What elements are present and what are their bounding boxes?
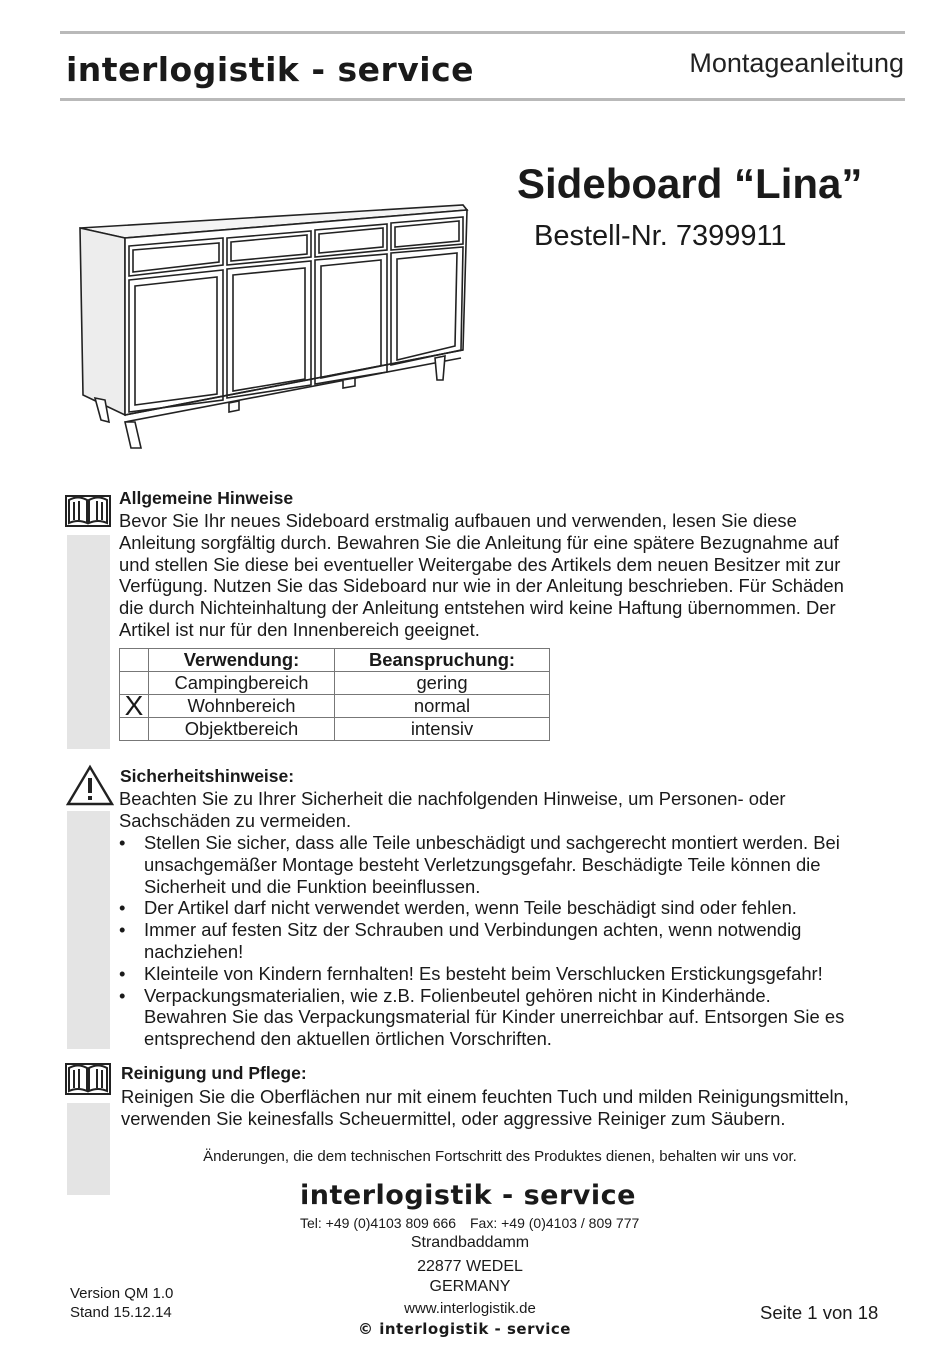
general-line: Anleitung sorgfältig durch. Bewahren Sie die Anleitung für eine spätere Bezugnahme auf [119,531,839,553]
bullet: • [119,897,126,919]
general-line: Artikel ist nur für den Innenbereich geeignet. [119,618,480,640]
table-row [120,672,550,695]
header-brand-logo: interlogistik - service [66,50,475,89]
list-item-line: Bewahren Sie das Verpackungsmaterial für Kinder unerreichbar auf. Entsorgen Sie es [144,1006,845,1028]
bullet: • [119,962,126,984]
list-item-line: Der Artikel darf nicht verwendet werden, wenn Teile beschädigt sind oder fehlen. [144,897,797,919]
safety-intro-line: Sachschäden zu vermeiden. [119,809,352,831]
care-line: verwenden Sie keinesfalls Scheuermittel, oder aggressive Reiniger zum Säubern. [121,1107,786,1129]
footer-street: Strandbaddamm [410,1234,530,1251]
list-item [119,963,844,985]
footer-phone: Tel: +49 (0)4103 809 666 [300,1215,457,1231]
load-header: Beanspruchung: [335,649,550,672]
list-item-line: unsachgemäßer Montage besteht Verletzungsgefahr. Beschädigte Teile können die [144,853,821,875]
care-heading: Reinigung und Pflege: [121,1063,307,1083]
care-paragraph [121,1086,849,1130]
section-strip-safety [67,811,110,1049]
usage-cell: Campingbereich [149,672,335,695]
bullet: • [119,984,126,1006]
bullet: • [119,832,126,853]
safety-intro-line: Beachten Sie zu Ihrer Sicherheit die nachfolgenden Hinweise, um Personen- oder [119,788,786,809]
warning-triangle-icon [66,764,114,806]
footer-city: 22877 WEDEL [417,1258,523,1275]
footer-website: www.interlogistik.de [404,1300,536,1317]
open-book-icon [64,492,112,528]
table-row [120,718,550,741]
care-line: Reinigen Sie die Oberflächen nur mit einem feuchten Tuch und milden Reinigungsmitteln, [121,1086,849,1107]
footer-brand-logo: interlogistik - service [300,1180,636,1211]
list-item-line: Stellen Sie sicher, dass alle Teile unbeschädigt und sachgerecht montiert werden. Bei [144,832,840,853]
load-cell: intensiv [335,718,550,741]
safety-intro [119,788,786,832]
footer-copyright: © interlogistik - service [358,1320,571,1338]
sideboard-illustration [75,200,475,460]
header-bottom-rule [60,98,905,101]
table-row [120,695,550,718]
table-cell [120,649,149,672]
usage-table [119,648,550,741]
general-line: die durch Nichteinhaltung der Anleitung entstehen wird keine Haftung übernommen. Der [119,597,836,619]
general-line: Verfügung. Nutzen Sie das Sideboard nur wie in der Anleitung beschrieben. Für Schäden [119,575,844,597]
general-line: Bevor Sie Ihr neues Sideboard erstmalig aufbauen und verwenden, lesen Sie diese [119,510,797,531]
usage-table-header [120,649,550,672]
general-line: und stellen Sie diese bei eventueller Weitergabe des Artikels dem neuen Besitzer mit zur [119,553,841,575]
document-type: Montageanleitung [689,48,904,78]
list-item-line: Sicherheit und die Funktion beeinflussen. [144,875,481,897]
footer-country: GERMANY [429,1278,511,1295]
load-cell: gering [335,672,550,695]
safety-list [119,832,844,1050]
general-heading: Allgemeine Hinweise [119,488,294,508]
usage-mark: X [120,695,149,718]
page-number: Seite 1 von 18 [760,1302,879,1323]
header-top-rule [60,31,905,34]
footer-fax: Fax: +49 (0)4103 / 809 777 [470,1215,640,1231]
list-item-line: nachziehen! [144,940,244,962]
usage-cell: Objektbereich [149,718,335,741]
bullet: • [119,919,126,941]
list-item [119,919,844,963]
safety-heading: Sicherheitshinweise: [120,766,295,786]
usage-cell: Wohnbereich [149,695,335,718]
version-label: Version QM 1.0 [70,1285,174,1302]
load-cell: normal [335,695,550,718]
general-paragraph [119,510,844,641]
usage-header: Verwendung: [149,649,335,672]
date-label: Stand 15.12.14 [70,1304,172,1321]
list-item-line: Kleinteile von Kindern fernhalten! Es besteht beim Verschlucken Erstickungsgefahr! [144,962,823,984]
list-item-line: Verpackungsmaterialien, wie z.B. Folienbeutel gehören nicht in Kinderhände. [144,984,771,1006]
list-item-line: entsprechend den aktuellen örtlichen Vorschriften. [144,1028,552,1050]
list-item-line: Immer auf festen Sitz der Schrauben und Verbindungen achten, wenn notwendig [144,919,802,941]
list-item [119,985,844,1050]
list-item [119,897,844,919]
list-item [119,832,844,897]
product-title: Sideboard “Lina” [517,160,863,207]
order-number: Bestell-Nr. 7399911 [534,220,787,252]
open-book-icon [64,1060,112,1096]
changes-note: Änderungen, die dem technischen Fortschritt des Produktes dienen, behalten wir uns vor. [203,1148,797,1165]
section-strip-general [67,535,110,749]
